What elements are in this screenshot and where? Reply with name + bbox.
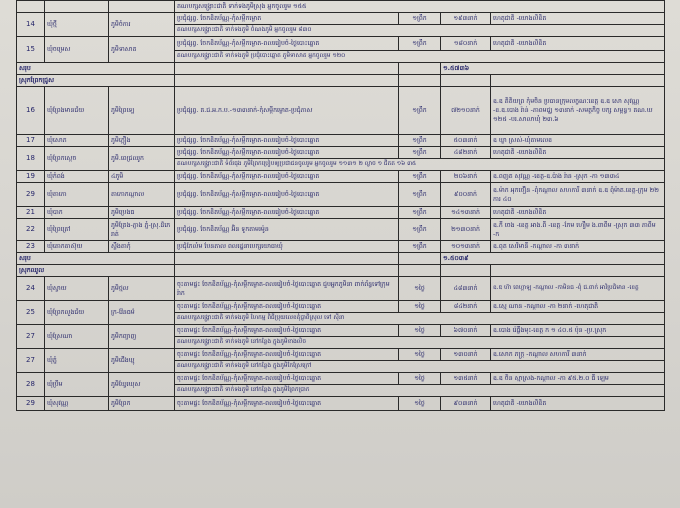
table-row xyxy=(17,373,665,385)
table-row xyxy=(17,397,665,411)
table-row xyxy=(17,301,665,313)
district-row xyxy=(17,75,665,87)
row-number: 18 xyxy=(17,147,45,171)
village-name: ភូមិថ្មល xyxy=(109,277,175,301)
village-name: ភូមិកញ្ចាញ xyxy=(109,325,175,349)
row-number: 17 xyxy=(17,135,45,147)
row-note: គណបក្សសង្គ្រោះជាតិ ទាក់ទងភូមិ ចំណងភូមិ អ្នកចូលរួម ៨៣០ xyxy=(175,25,665,37)
table-row xyxy=(17,1,665,13)
row-note: គណបក្សសង្គ្រោះជាតិ ទាក់ទងភូមិ នៅកន្លែង ក្នុងភូមិព្រែកប្រាក xyxy=(175,385,665,397)
row-note: គណបក្សសង្គ្រោះជាតិ ទាក់ទងភូមិ នៅកន្លែង ក្នុងភូមិកែស្រែក្រៅ xyxy=(175,361,665,373)
table-row xyxy=(17,135,665,147)
subtotal-value: ១.៥០៣៩ xyxy=(441,253,665,265)
remark: ឧ.ឌ ចិន ស្មាស្រង-កណ្ដាល -កា ៩៥.២.០ ធី ឡេម xyxy=(491,373,665,385)
commune-name: ឃុំថ្មី xyxy=(45,13,109,37)
row-number: 14 xyxy=(17,13,45,37)
district-name: ស្រុកព្រែកជ្រូស xyxy=(17,75,175,87)
description: ប្រជុំផ្សព្វ. គ.ជ.អ.ក.ប.-១៣៣នាក់-កុំសម្តីកម្លោត-ប្រជុំភាស xyxy=(175,87,399,135)
commune-name: ឃុំព្រែកស្ដេច xyxy=(45,147,109,171)
remark: ហេតុជាតិ -យោងលិខិត xyxy=(491,397,665,411)
row-number: 25 xyxy=(17,301,45,325)
quantity: ១ថ្ងៃ xyxy=(399,373,441,385)
table-row xyxy=(17,325,665,337)
commune-name: ឃុំភ្នំ xyxy=(45,349,109,373)
table-row xyxy=(17,87,665,135)
amount: ១៩៣នាក់ xyxy=(441,13,491,25)
description: ចុះតាមផ្ទះ ចែកខិតប័ណ្ណ-កុំសម្តីកម្លោត-ពលររៀបចំ-ថ្ងៃបោះឆ្នោត xyxy=(175,301,399,313)
amount: ៩០០នាក់ xyxy=(441,183,491,207)
amount: ២០៦នាក់ xyxy=(441,171,491,183)
remark: ហេតុជាតិ -យោងលិខិត xyxy=(491,37,665,51)
quantity: ១ព្រឹក xyxy=(399,87,441,135)
description: ប្រជុំផ្សព្វ. ចែកខិតប័ណ្ណ-កុំសម្តីកម្លោត xyxy=(175,13,399,25)
commune-name: ឃុំចម្រេស xyxy=(45,37,109,63)
village-name: ភូមិឃ្វែរឃុស xyxy=(109,373,175,397)
remark: ឧ.សោក ភក្រ្ត -កណ្ដាល សហការី ៣នាក់ xyxy=(491,349,665,361)
row-note: គណបក្សសង្គ្រោះជាតិ ទំព័រធុង ភូមិព្រែកប្រៀបឲ្យប្រជាជនចូលរួម អ្នកចូលរួម ១១៣១ ២ ល្ងាច ១ ជីតត ១៦ ៣៥ xyxy=(175,159,665,171)
commune-name: ឃុំស្រែណា xyxy=(45,325,109,349)
description: ប្រជុំផ្សព្វ. ចែកខិតប័ណ្ណ-កុំសម្តីកម្លោត-ពលររៀបចំ-ថ្ងៃបោះឆ្នោត xyxy=(175,135,399,147)
quantity: ១ថ្ងៃ xyxy=(399,325,441,337)
remark: ឧ.បោង រ៉េធ្លឹងមុះ-ខេត្ត ក ១ ៤០.៥ ប៉ុន -ប្រ.ស្រុក xyxy=(491,325,665,337)
row-note: គណបក្សសង្គ្រោះជាតិ ទាក់ទងភូមិ ប្រជុំបោះឆ្នោត ភូមិទាសាត អ្នកចូលរួម ១២០ xyxy=(175,51,665,63)
row-note: គណបក្សសង្គ្រោះជាតិ ទាក់ទងភូមិ នៅកន្លែង ក្នុងភូមិខាងលិច xyxy=(175,337,665,349)
remark: ឧ ឃ្លា ស្រស់-ឃុំតាមលេខ xyxy=(491,135,665,147)
remark: ហេតុជាតិ -យោងលិខិត xyxy=(491,207,665,219)
village-name: ភូមិប្រេងធ xyxy=(109,207,175,219)
row-number: 27 xyxy=(17,325,45,349)
village-name: ស្ទឹងតាកុំ xyxy=(109,241,175,253)
quantity: ១ថ្ងៃ xyxy=(399,349,441,361)
description: ប្រជុំផ្សព្វ. ចែកខិតប័ណ្ណ អ៊ិន ទូកតាមរម៉ូន xyxy=(175,219,399,241)
amount: ៤៨២នាក់ xyxy=(441,147,491,159)
village-name: ភូមិព្រែក xyxy=(109,397,175,411)
commune-name: ឃុំព្រែកលួងជ័យ xyxy=(45,301,109,325)
quantity: ១ព្រឹក xyxy=(399,241,441,253)
commune-table xyxy=(16,0,665,411)
commune-name: ឃុំព្រៃគ្រៅ xyxy=(45,219,109,241)
table-row xyxy=(17,349,665,361)
quantity: ១ព្រឹក xyxy=(399,183,441,207)
quantity: ១ព្រឹក xyxy=(399,171,441,183)
row-number: 21 xyxy=(17,207,45,219)
village-name: តាកោកណ្ដាល xyxy=(109,183,175,207)
row-number: 16 xyxy=(17,87,45,135)
remark: ឧ.កី ចេង -ខេត្ត អាង.ពី -ខេត្ត -កែម ហឿម ង.ពាពីម -ស្រុក ៣៣ ភាពីម -ក xyxy=(491,219,665,241)
description: ចុះតាមផ្ទះ ចែកខិតប័ណ្ណ-កុំសម្តីកម្លោត-ពលររៀបចំ-ថ្ងៃបោះឆ្នោត xyxy=(175,349,399,361)
amount: ៥០៣នាក់ xyxy=(441,135,491,147)
village-name: ភូមិត្រែង-ភ្ញាង ភ្នំ-ស្រុ.ដ៏ភេរាត់ xyxy=(109,219,175,241)
remark: ឧ.ពុត សេរិមានី -កណ្ដាល -កា ៣នាក់ xyxy=(491,241,665,253)
remark: ឧ.ស្មេ ណាន -កណ្ដាល -កា ២នាក់ -ហេតុជាតិ xyxy=(491,301,665,313)
commune-name: ឃុំតាកោ xyxy=(45,183,109,207)
amount: ២១៣០នាក់ xyxy=(441,219,491,241)
row-number: 29 xyxy=(17,183,45,207)
table-row xyxy=(17,277,665,301)
remark: ឧ.ឌ គិតិយព្រ កុំមចិន ប្រធានក្រុមលក្ខណៈខេត្ត ឧ.ឌ សោ សុវណ្ណ -ខ.ឌ.បោង រ៉ាន់ -ភាពមជ្ឈ ១៣នាក់ -សមត្ថកិច្ច បក្ស សម្ពន្ធ។ គណ.ឃ ១២៥ -បរ.សាលាឃុំ ២៣.៦ xyxy=(491,87,665,135)
commune-name: ឃុំកំពង់ xyxy=(45,171,109,183)
row-number: 19 xyxy=(17,171,45,183)
commune-name: ឃុំសោភ xyxy=(45,135,109,147)
description: ប្រជុំកែលំម បែនតាល ពលរដ្ឋនាបេក្សយោធាឃុំ xyxy=(175,241,399,253)
village-name: ភូមិជើងឃ្មុ xyxy=(109,349,175,373)
row-number: 15 xyxy=(17,37,45,63)
subtotal-label: សរុប xyxy=(17,63,175,75)
quantity: ១ព្រឹក xyxy=(399,135,441,147)
description: ប្រជុំផ្សព្វ. ចែកខិតប័ណ្ណ-កុំសម្តីកម្លោត-ពលររៀបចំ-ថ្ងៃបោះឆ្នោត xyxy=(175,171,399,183)
subtotal-label: សរុប xyxy=(17,253,175,265)
subtotal-row xyxy=(17,63,665,75)
remark: ហេតុជាតិ -យោងលិខិត xyxy=(491,13,665,25)
description: ចុះតាមផ្ទះ ចែកខិតប័ណ្ណ-កុំសម្តីកម្លោត-ពលររៀបចំ-ថ្ងៃបោះឆ្នោត xyxy=(175,397,399,411)
table-row xyxy=(17,13,665,25)
description: ចុះតាមផ្ទះ ចែកខិតប័ណ្ណ-កុំសម្តីកម្លោត-ពលររៀបចំ-ថ្ងៃបោះឆ្នោត xyxy=(175,373,399,385)
village-name: ភូមិព្រៃទ្បេ xyxy=(109,87,175,135)
description: ប្រជុំផ្សព្វ. ចែកខិតប័ណ្ណ-កុំសម្តីកម្លោត-ពលររៀបចំ-ថ្ងៃបោះឆ្នោត xyxy=(175,183,399,207)
quantity: ១ថ្ងៃ xyxy=(399,397,441,411)
row-number: 28 xyxy=(17,373,45,397)
quantity: ១ព្រឹក xyxy=(399,147,441,159)
amount: ១៣០នាក់ xyxy=(441,349,491,361)
village-name: ៤ភូមិ xyxy=(109,171,175,183)
amount: ១៤១៣នាក់ xyxy=(441,207,491,219)
village-name: ក្រ-វ៉ែនធម៌ xyxy=(109,301,175,325)
village-name: ភូមិក្អឿង xyxy=(109,135,175,147)
amount: ៤៨៣នាក់ xyxy=(441,277,491,301)
amount: ៦៧០នាក់ xyxy=(441,325,491,337)
quantity: ១ថ្ងៃ xyxy=(399,277,441,301)
row-note: គណបក្សសង្គ្រោះជាតិ ទាក់ទងភូមិ ហែកម្ម ពិធីប្រុយលេខតុំប្ញាពីស្រុល ទៅ ស៊ីនា xyxy=(175,313,665,325)
quantity: ១ថ្ងៃ xyxy=(399,301,441,313)
description: ប្រជុំផ្សព្វ. ចែកខិតប័ណ្ណ-កុំសម្តីកម្លោត-ពលររៀបចំ-ថ្ងៃបោះឆ្នោត xyxy=(175,207,399,219)
village-name: ភូមិទាសាត xyxy=(109,37,175,63)
table-row xyxy=(17,207,665,219)
district-name: ស្រុកឈូល xyxy=(17,265,175,277)
commune-name: ឃុំប្រីម xyxy=(45,373,109,397)
amount: ១៨០នាក់ xyxy=(441,37,491,51)
quantity: ១ព្រឹក xyxy=(399,37,441,51)
table-row xyxy=(17,171,665,183)
row-number: 22 xyxy=(17,219,45,241)
table-row xyxy=(17,37,665,51)
row-note: គណបក្សសង្គ្រោះជាតិ ទាក់ទងភូមិស្រុង អ្នកចូលរួម ១៥៥ xyxy=(175,1,665,13)
remark: ហេតុជាតិ -យោងលិខិត xyxy=(491,147,665,159)
commune-name: ឃុំសុវណ្ណ xyxy=(45,397,109,411)
remark: ឧ.ពញត សុវណ្ណ -ខេត្ត-ឧ.ប៉ាង រ៉ាន -ស្រុក -កា ១៣៣៤ xyxy=(491,171,665,183)
remark: ឧ.ម៉ាក អុកថឿន -ពុំកណ្ដាល សហការី ៣នាក់ ឧ.ឌ ពុំម៉ាត.ខេត្ត-ក្រុម ២២ ការ ៤០ xyxy=(491,183,665,207)
commune-name: ឃុំស្វាយ xyxy=(45,277,109,301)
commune-name: ឃុំព្រែងមានជ័យ xyxy=(45,87,109,135)
description: ចុះតាមផ្ទះ ចែកខិតប័ណ្ណ-កុំសម្តីកម្លោត-ពលររៀបចំ-ថ្ងៃបោះឆ្នោត xyxy=(175,325,399,337)
commune-name: ឃុំបាក xyxy=(45,207,109,219)
table-row xyxy=(17,183,665,207)
quantity: ១ព្រឹក xyxy=(399,13,441,25)
remark: ឧ.ឌ ហ៊ា ពេហ្គាឡ -កណ្តាល -កាមិនធ -ពុំ ជ.ពាក់ អារិប្រធិមាន -ខេត្ត xyxy=(491,277,665,301)
district-row xyxy=(17,265,665,277)
amount: ៨៤២នាក់ xyxy=(441,301,491,313)
subtotal-value: ១.៥៧៣៦ xyxy=(441,63,665,75)
table-row xyxy=(17,219,665,241)
row-number: 29 xyxy=(17,397,45,411)
subtotal-row xyxy=(17,253,665,265)
village-name: ភូមិ.ពេជ្រឈូក xyxy=(109,147,175,171)
commune-name: ឃុំគោកតាស៊ុយ xyxy=(45,241,109,253)
quantity: ១ព្រឹក xyxy=(399,207,441,219)
village-name: ភូមិចំការ xyxy=(109,13,175,37)
row-number: 24 xyxy=(17,277,45,301)
description: ប្រជុំផ្សព្វ. ចែកខិតប័ណ្ណ-កុំសម្តីកម្លោត-ពលររៀបចំ-ថ្ងៃបោះឆ្នោត xyxy=(175,147,399,159)
description: ប្រជុំផ្សព្វ. ចែកខិតប័ណ្ណ-កុំសម្តីកម្លោត-ពលររៀបចំ-ថ្ងៃបោះឆ្នោត xyxy=(175,37,399,51)
amount: ៩០៣នាក់ xyxy=(441,397,491,411)
row-number: 23 xyxy=(17,241,45,253)
amount: ៧២១០នាក់ xyxy=(441,87,491,135)
table-row xyxy=(17,147,665,159)
quantity: ១ព្រឹក xyxy=(399,219,441,241)
amount: ១០១៣នាក់ xyxy=(441,241,491,253)
amount: ១៣៥នាក់ xyxy=(441,373,491,385)
table-row xyxy=(17,241,665,253)
description: ចុះតាមផ្ទះ ចែកខិតប័ណ្ណ-កុំសម្តីកម្លោត-ពលររៀបចំ-ថ្ងៃបោះឆ្នោត ជួបអ្នកភូមិនា ពាក់ព័ន្ធទៅក្រុមរ៉ាក xyxy=(175,277,399,301)
row-number: 27 xyxy=(17,349,45,373)
